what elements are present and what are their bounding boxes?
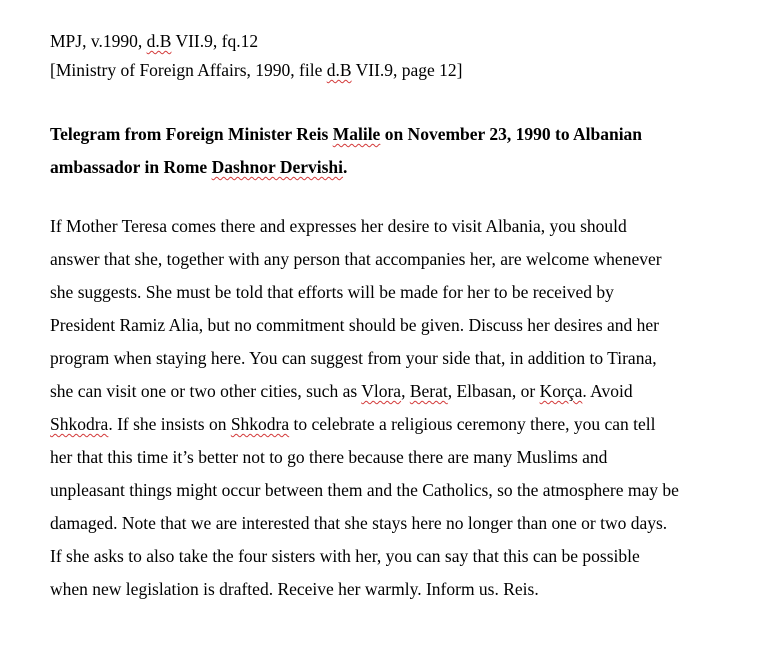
body-text: . If she insists on	[108, 414, 231, 434]
spellcheck-word: Vlora	[361, 381, 402, 401]
spellcheck-word: d.B	[326, 60, 352, 80]
body-line: her that this time it’s better not to go there because there are many Muslims and	[50, 447, 608, 467]
spellcheck-word: Berat	[409, 381, 448, 401]
body-line: she suggests. She must be told that efforts will be made for her to be received by	[50, 282, 614, 302]
body-line: If Mother Teresa comes there and expresses her desire to visit Albania, you should	[50, 216, 627, 236]
spellcheck-word: d.B	[146, 31, 172, 51]
title-text: .	[343, 157, 348, 177]
body-line: when new legislation is drafted. Receive her warmly. Inform us. Reis.	[50, 579, 539, 599]
body-line: damaged. Note that we are interested that she stays here no longer than one or two days.	[50, 513, 668, 533]
title-text: Telegram from Foreign Minister Reis	[50, 124, 333, 144]
body-text: , Elbasan, or	[447, 381, 540, 401]
telegram-body	[50, 210, 750, 606]
body-line: answer that she, together with any person that accompanies her, are welcome whenever	[50, 249, 662, 269]
body-line	[50, 375, 750, 408]
body-text: ,	[401, 381, 410, 401]
body-text: . Avoid	[582, 381, 633, 401]
body-text: to celebrate a religious ceremony there, you can tell	[289, 414, 656, 434]
body-line	[50, 408, 750, 441]
archive-reference-translation	[50, 59, 750, 82]
document-title	[50, 118, 750, 184]
body-text: she can visit one or two other cities, such as	[50, 381, 362, 401]
spellcheck-word: Shkodra	[50, 414, 109, 434]
archive-translation-text: [Ministry of Foreign Affairs, 1990, file	[50, 60, 327, 80]
archive-reference-text: MPJ, v.1990,	[50, 31, 147, 51]
spellcheck-word: Dashnor Dervishi	[211, 157, 344, 177]
archive-reference-text: VII.9, fq.12	[171, 31, 259, 51]
spellcheck-word: Korça	[539, 381, 583, 401]
document-page	[50, 30, 750, 606]
title-text: on November 23, 1990 to Albanian	[380, 124, 643, 144]
archive-translation-text: VII.9, page 12]	[351, 60, 463, 80]
body-line: program when staying here. You can suggest from your side that, in addition to Tirana,	[50, 348, 657, 368]
spellcheck-word: Shkodra	[230, 414, 290, 434]
body-line: If she asks to also take the four sisters with her, you can say that this can be possible	[50, 546, 640, 566]
title-line-1	[50, 118, 750, 151]
body-line: President Ramiz Alia, but no commitment should be given. Discuss her desires and her	[50, 315, 659, 335]
title-text: ambassador in Rome	[50, 157, 212, 177]
body-line: unpleasant things might occur between them and the Catholics, so the atmosphere may be	[50, 480, 679, 500]
title-line-2	[50, 151, 750, 184]
spellcheck-word: Malile	[332, 124, 381, 144]
archive-reference	[50, 30, 750, 53]
